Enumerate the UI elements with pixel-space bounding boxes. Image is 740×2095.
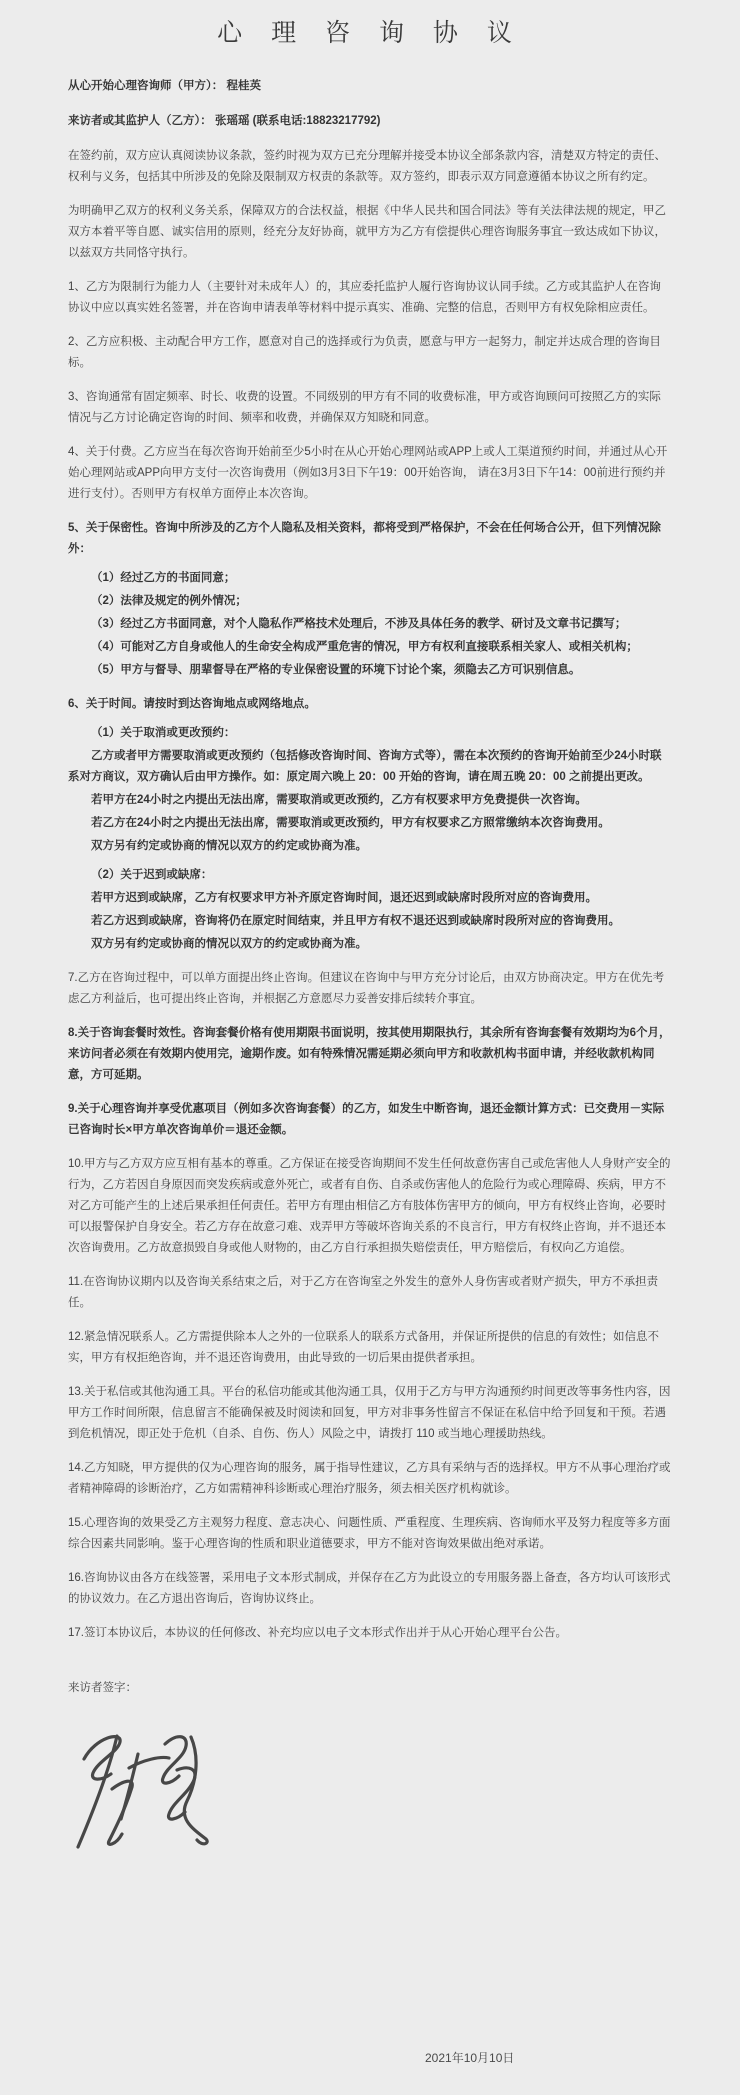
visitor-signature-label: 来访者签字： (68, 1682, 137, 1694)
clause-5-sub-5: （5）甲方与督导、朋辈督导在严格的专业保密设置的环境下讨论个案，须隐去乙方可识别信息。 (91, 664, 581, 676)
clause-6-sub-2-p3: 双方另有约定或协商的情况以双方的约定或协商为准。 (91, 938, 367, 950)
agreement-date: 2021年10月10日 (425, 2051, 515, 2065)
clause-6-sub-1-p2: 若甲方在24小时之内提出无法出席，需要取消或更改预约，乙方有权要求甲方免费提供一次咨询。 (91, 794, 587, 806)
clause-3: 3、咨询通常有固定频率、时长、收费的设置。不同级别的甲方有不同的收费标准，甲方或咨询顾问可按照乙方的实际情况与乙方讨论确定咨询的时间、频率和收费，并确保双方知晓和同意。 (68, 391, 661, 424)
clause-5-sub-3: （3）经过乙方书面同意，对个人隐私作严格技术处理后，不涉及具体任务的教学、研讨及文章书记撰写； (91, 618, 627, 630)
clause-6-sub-1-p3: 若乙方在24小时之内提出无法出席，需要取消或更改预约，甲方有权要求乙方照常缴纳本次咨询费用。 (91, 817, 610, 829)
page-title: 心 理 咨 询 协 议 (217, 19, 523, 47)
clause-16: 16.咨询协议由各方在线签署，采用电子文本形式制成，并保存在乙方为此设立的专用服务器上备查，各方均认可该形式的协议效力。在乙方退出咨询后，咨询协议终止。 (68, 1572, 671, 1605)
preamble-paragraph-2: 为明确甲乙双方的权利义务关系，保障双方的合法权益，根据《中华人民共和国合同法》等有关法律法规的规定，甲乙双方本着平等自愿、诚实信用的原则，经充分友好协商，就甲方为乙方有偿提供心理咨询服务事宜一致达成如下协议，以兹双方共同恪守执行。 (68, 205, 666, 259)
clause-6-sub-1-p4: 双方另有约定或协商的情况以双方的约定或协商为准。 (91, 840, 367, 852)
party-a-line: 从心开始心理咨询师（甲方）： 程桂英 (68, 80, 261, 92)
preamble-paragraph-1: 在签约前，双方应认真阅读协议条款，签约时视为双方已充分理解并接受本协议全部条款内容，清楚双方特定的责任、权利与义务，包括其中所涉及的免除及限制双方权责的条款等。双方签约，即表示双方同意遵循本协议之所有约定。 (68, 150, 666, 183)
clause-2: 2、乙方应积极、主动配合甲方工作，愿意对自己的选择或行为负责，愿意与甲方一起努力，制定并达成合理的咨询目标。 (68, 336, 661, 369)
clause-6-sub-1-p1: 乙方或者甲方需要取消或更改预约（包括修改咨询时间、咨询方式等），需在本次预约的咨询开始前至少24小时联系对方商议，双方确认后由甲方操作。如：原定周六晚上 20：00 开始的咨询，请在周五晚 20：00 之前提出更改。 (68, 750, 662, 783)
clause-1: 1、乙方为限制行为能力人（主要针对未成年人）的，其应委托监护人履行咨询协议认同手续。乙方或其监护人在咨询协议中应以真实姓名签署，并在咨询申请表单等材料中提示真实、准确、完整的信息，否则甲方有权免除相应责任。 (68, 281, 661, 314)
clause-5-sub-4: （4）可能对乙方自身或他人的生命安全构成严重危害的情况，甲方有权利直接联系相关家人、或相关机构； (91, 641, 638, 653)
clause-6-sub-1-title: （1）关于取消或更改预约： (91, 727, 236, 739)
clause-5: 5、关于保密性。咨询中所涉及的乙方个人隐私及相关资料，都将受到严格保护，不会在任何场合公开，但下列情况除外： (68, 522, 661, 555)
clause-12: 12.紧急情况联系人。乙方需提供除本人之外的一位联系人的联系方式备用，并保证所提供的信息的有效性；如信息不实，甲方有权拒绝咨询，并不退还咨询费用，由此导致的一切后果由提供者承担。 (68, 1331, 659, 1364)
clause-11: 11.在咨询协议期内以及咨询关系结束之后，对于乙方在咨询室之外发生的意外人身伤害或者财产损失，甲方不承担责任。 (68, 1276, 659, 1309)
clause-5-sub-1: （1）经过乙方的书面同意； (91, 572, 236, 584)
signature-image (70, 1721, 230, 1859)
clause-13: 13.关于私信或其他沟通工具。平台的私信功能或其他沟通工具，仅用于乙方与甲方沟通预约时间更改等事务性内容，因甲方工作时间所限，信息留言不能确保被及时阅读和回复，甲方对非事务性留言不保证在私信中给予回复和干预。若遇到危机情况，即正处于危机（自杀、自伤、伤人）风险之中，请拨打 110 或当地心理援助热线。 (68, 1386, 671, 1440)
clause-6-sub-2-title: （2）关于迟到或缺席： (91, 869, 213, 881)
clause-6: 6、关于时间。请按时到达咨询地点或网络地点。 (68, 698, 316, 710)
clause-10: 10.甲方与乙方双方应互相有基本的尊重。乙方保证在接受咨询期间不发生任何故意伤害自己或危害他人人身财产安全的行为，乙方若因自身原因而突发疾病或意外死亡，或者有自伤、自杀或伤害他人的危险行为或心理障碍、疾病，甲方不对乙方可能产生的上述后果承担任何责任。若甲方有理由相信乙方有肢体伤害甲方的倾向，甲方有权终止咨询，必要时可以报警保护自身安全。若乙方存在故意刁难、戏弄甲方等破坏咨询关系的不良言行，甲方有权终止咨询，并不退还本次咨询费用。乙方故意损毁自身或他人财物的，由乙方自行承担损失赔偿责任，甲方赔偿后，有权向乙方追偿。 (68, 1158, 671, 1254)
clause-9: 9.关于心理咨询并享受优惠项目（例如多次咨询套餐）的乙方，如发生中断咨询，退还金额计算方式：已交费用－实际已咨询时长×甲方单次咨询单价＝退还金额。 (68, 1103, 665, 1136)
clause-14: 14.乙方知晓，甲方提供的仅为心理咨询的服务，属于指导性建议，乙方具有采纳与否的选择权。甲方不从事心理治疗或者精神障碍的诊断治疗，乙方如需精神科诊断或心理治疗服务，须去相关医疗机构就诊。 (68, 1462, 671, 1495)
clause-6-sub-2-p1: 若甲方迟到或缺席，乙方有权要求甲方补齐原定咨询时间，退还迟到或缺席时段所对应的咨询费用。 (91, 892, 597, 904)
handwritten-signature-icon (70, 1721, 230, 1859)
clause-15: 15.心理咨询的效果受乙方主观努力程度、意志决心、问题性质、严重程度、生理疾病、咨询师水平及努力程度等多方面综合因素共同影响。鉴于心理咨询的性质和职业道德要求，甲方不能对咨询效果做出绝对承诺。 (68, 1517, 671, 1550)
clause-8: 8.关于咨询套餐时效性。咨询套餐价格有使用期限书面说明，按其使用期限执行，其余所有咨询套餐有效期均为6个月，来访问者必须在有效期内使用完，逾期作废。如有特殊情况需延期必须向甲方和收款机构书面申请，并经收款机构同意，方可延期。 (68, 1027, 671, 1081)
clause-17: 17.签订本协议后，本协议的任何修改、补充均应以电子文本形式作出并于从心开始心理平台公告。 (68, 1627, 567, 1639)
clause-7: 7.乙方在咨询过程中，可以单方面提出终止咨询。但建议在咨询中与甲方充分讨论后，由双方协商决定。甲方在优先考虑乙方利益后，也可提出终止咨询，并根据乙方意愿尽力妥善安排后续转介事宜。 (68, 972, 665, 1005)
clause-6-sub-2-p2: 若乙方迟到或缺席，咨询将仍在原定时间结束，并且甲方有权不退还迟到或缺席时段所对应的咨询费用。 (91, 915, 620, 927)
clause-5-sub-2: （2）法律及规定的例外情况； (91, 595, 247, 607)
clause-4: 4、关于付费。乙方应当在每次咨询开始前至少5小时在从心开始心理网站或APP上或人工渠道预约时间，并通过从心开始心理网站或APP向甲方支付一次咨询费用（例如3月3日下午19：00开始咨询， 请在3月3日下午14：00前进行预约并进行支付）。否则甲方有权单方面停止本次咨询。 (68, 446, 668, 500)
party-b-line: 来访者或其监护人（乙方）： 张瑶瑶 (联系电话:18823217792) (68, 115, 381, 127)
